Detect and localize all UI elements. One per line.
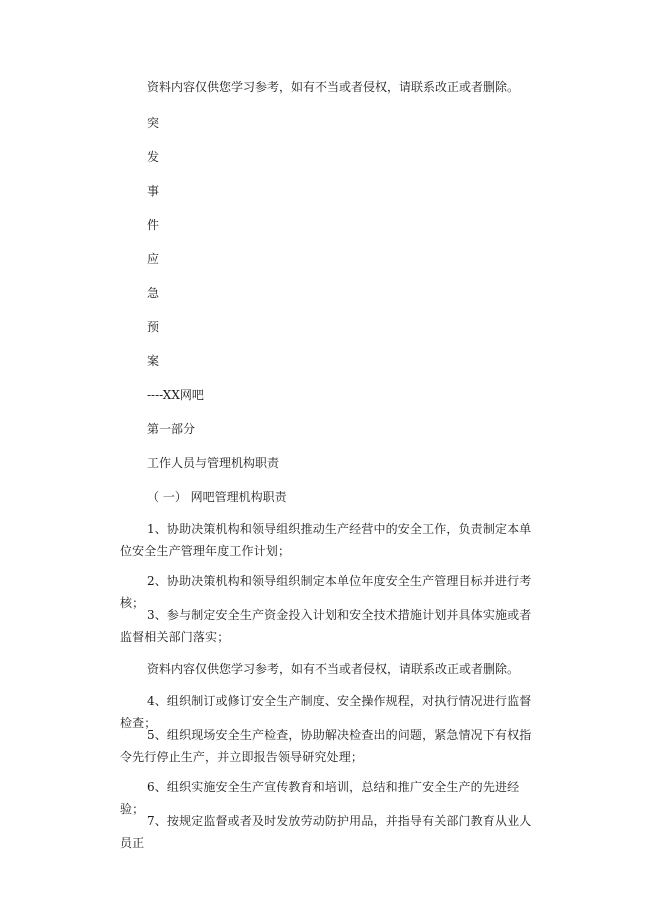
duty-item-4: 4、组织制订或修订安全生产制度、安全操作规程，对执行情况进行监督检查； (120, 694, 532, 730)
duty-item-6: 6、组织实施安全生产宣传教育和培训，总结和推广安全生产的先进经验； (120, 780, 520, 816)
title-char-1: 突 (147, 116, 160, 130)
section-heading: 工作人员与管理机构职责 (147, 456, 280, 470)
duty-item-1: 1、协助决策机构和领导组织推动生产经营中的安全工作，负责制定本单位安全生产管理年度工作计划； (120, 522, 532, 558)
subtitle: ----XX网吧 (147, 388, 204, 402)
duty-item-2: 2、协助决策机构和领导组织制定本单位年度安全生产管理目标并进行考核； (120, 574, 532, 610)
duty-item-5: 5、组织现场安全生产检查，协助解决检查出的问题，紧急情况下有权指令先行停止生产，并立即报告领导研究处理； (120, 728, 532, 764)
title-char-2: 发 (147, 150, 160, 164)
title-char-6: 急 (147, 286, 160, 300)
part-heading: 第一部分 (147, 422, 196, 436)
duty-item-7: 7、按规定监督或者及时发放劳动防护用品，并指导有关部门教育从业人员正 (120, 814, 532, 850)
subsection-heading: （ 一） 网吧管理机构职责 (147, 490, 287, 504)
title-char-7: 预 (147, 320, 160, 334)
repeat-notice: 资料内容仅供您学习参考，如有不当或者侵权，请联系改正或者删除。 (147, 662, 520, 676)
title-char-5: 应 (147, 252, 160, 266)
duty-item-3: 3、参与制定安全生产资金投入计划和安全技术措施计划并具体实施或者监督相关部门落实； (120, 608, 532, 644)
title-char-3: 事 (147, 184, 160, 198)
title-char-4: 件 (147, 218, 160, 232)
title-char-8: 案 (147, 354, 160, 368)
header-notice: 资料内容仅供您学习参考，如有不当或者侵权，请联系改正或者删除。 (147, 80, 520, 94)
